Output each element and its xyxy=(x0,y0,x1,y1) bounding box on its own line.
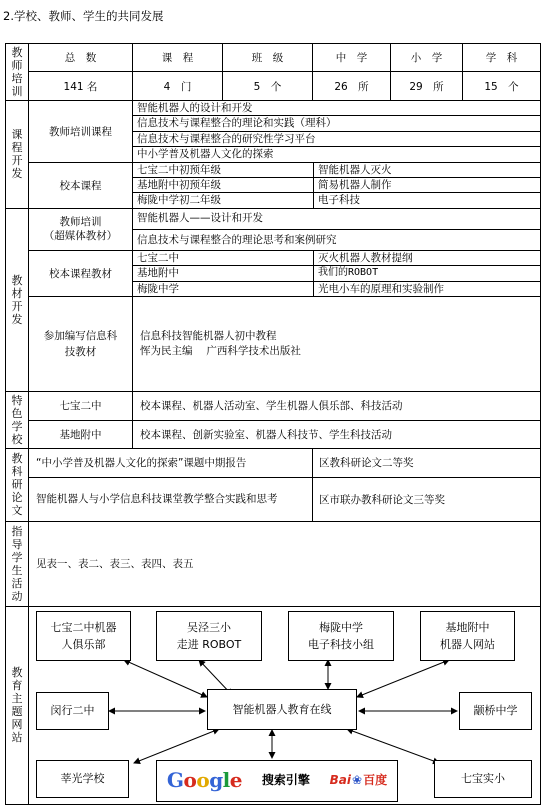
value-courses: 4 门 xyxy=(133,72,223,101)
website-diagram xyxy=(29,606,541,804)
paw-icon: ❀ xyxy=(352,773,363,788)
header-classes: 班 级 xyxy=(223,44,313,72)
featured-row xyxy=(6,391,541,420)
header-courses: 课 程 xyxy=(133,44,223,72)
paper-row xyxy=(6,448,541,477)
section-label-teacher-training: 教 师 培 训 xyxy=(6,44,29,101)
course-training-list xyxy=(133,101,541,163)
page-heading: 2.学校、教师、学生的共同发展 xyxy=(3,9,164,23)
featured-desc: 校本课程、机器人活动室、学生机器人俱乐部、科技活动 xyxy=(133,391,541,420)
value-middle-schools: 26 所 xyxy=(313,72,391,101)
materials-school-row xyxy=(6,250,541,296)
course-item: 信息技术与课程整合的研究性学习平台 xyxy=(133,132,540,147)
guidance-text: 见表一、表二、表三、表四、表五 xyxy=(29,521,541,606)
materials-school-label: 校本课程教材 xyxy=(29,250,133,296)
school-material-row: 七宝二中 灭火机器人教材提纲 xyxy=(133,251,540,266)
materials-training-row xyxy=(6,208,541,250)
course-school-list xyxy=(133,162,541,208)
header-middle-schools: 中 学 xyxy=(313,44,391,72)
node-shenguang-school: 莘光学校 xyxy=(36,760,129,798)
materials-school-list xyxy=(133,250,541,296)
materials-info-row xyxy=(6,296,541,391)
featured-desc: 校本课程、创新实验室、机器人科技节、学生科技活动 xyxy=(133,420,541,448)
google-logo: Google xyxy=(166,768,243,793)
paper-row xyxy=(6,477,541,521)
material-item: 智能机器人——设计和开发 xyxy=(133,209,540,230)
course-item: 中小学普及机器人文化的探索 xyxy=(137,148,274,161)
arrow xyxy=(357,660,449,697)
course-training-label: 教师培训课程 xyxy=(29,101,133,163)
arrow xyxy=(347,729,439,763)
section-label-website: 教 育 主 题 网 站 xyxy=(6,606,29,804)
section-label-papers: 教 科 研 论 文 xyxy=(6,448,29,521)
section-label-course-dev: 课 程 开 发 xyxy=(6,101,29,209)
course-training-row xyxy=(6,101,541,163)
node-qibao-robot-club: 七宝二中机器 人俱乐部 xyxy=(36,611,131,661)
node-meilong-electronics: 梅陇中学 电子科技小组 xyxy=(288,611,394,661)
arrow xyxy=(134,729,219,763)
node-qibao-primary: 七宝实小 xyxy=(434,760,532,798)
section-label-guidance: 指 导 学 生 活 动 xyxy=(6,521,29,606)
featured-school: 基地附中 xyxy=(29,420,133,448)
section-label-materials: 教 材 开 发 xyxy=(6,208,29,391)
value-subjects: 15 个 xyxy=(463,72,541,101)
header-primary-schools: 小 学 xyxy=(391,44,463,72)
course-item: 信息技术与课程整合的理论和实践（理科） xyxy=(133,116,540,131)
development-table xyxy=(5,43,541,805)
school-course-row: 梅陇中学初二年级 电子科技 xyxy=(133,193,540,207)
node-jidi-robot-site: 基地附中 机器人网站 xyxy=(420,611,515,661)
course-school-label: 校本课程 xyxy=(29,162,133,208)
materials-info-text: 信息科技智能机器人初中教程 恽为民主编 广西科学技术出版社 xyxy=(133,296,541,391)
material-item: 信息技术与课程整合的理论思考和案例研究 xyxy=(137,233,337,246)
paper-title: 智能机器人与小学信息科技课堂教学整合实践和思考 xyxy=(29,477,313,521)
guidance-row xyxy=(6,521,541,606)
materials-training-label: 教师培训 （超媒体教材） xyxy=(29,208,133,250)
section-label-featured: 特 色 学 校 xyxy=(6,391,29,448)
school-material-row: 梅陇中学 光电小车的原理和实验制作 xyxy=(133,282,540,296)
header-total: 总 数 xyxy=(29,44,133,72)
node-zhuanqiao: 颛桥中学 xyxy=(459,692,532,730)
school-course-row: 基地附中初预年级 简易机器人制作 xyxy=(133,178,540,193)
search-engine-box xyxy=(156,760,398,802)
paper-title: “中小学普及机器人文化的探索”课题中期报告 xyxy=(29,448,313,477)
materials-info-label: 参加编写信息科 技教材 xyxy=(29,296,133,391)
featured-row xyxy=(6,420,541,448)
training-header-row xyxy=(6,44,541,72)
training-values-row xyxy=(6,72,541,101)
website-row xyxy=(6,606,541,804)
node-center-robot-online: 智能机器人教育在线 xyxy=(207,689,357,730)
node-minhang-no2: 闵行二中 xyxy=(36,692,109,730)
featured-school: 七宝二中 xyxy=(29,391,133,420)
value-primary-schools: 29 所 xyxy=(391,72,463,101)
school-course-row: 七宝二中初预年级 智能机器人灭火 xyxy=(133,163,540,178)
search-engine-label: 搜索引擎 xyxy=(261,773,310,788)
paper-award: 区市联办教科研论文三等奖 xyxy=(313,477,541,521)
baidu-logo: Bai ❀ 百度 xyxy=(329,773,388,788)
header-subjects: 学 科 xyxy=(463,44,541,72)
course-school-row xyxy=(6,162,541,208)
value-total: 141 名 xyxy=(29,72,133,101)
school-material-row: 基地附中 我们的ROBOT xyxy=(133,266,540,281)
materials-training-list xyxy=(133,208,541,250)
arrow xyxy=(124,660,207,697)
course-item: 智能机器人的设计和开发 xyxy=(133,101,540,116)
paper-award: 区教科研论文二等奖 xyxy=(313,448,541,477)
value-classes: 5 个 xyxy=(223,72,313,101)
node-wujing-robot: 吴泾三小 走进 ROBOT xyxy=(156,611,262,661)
